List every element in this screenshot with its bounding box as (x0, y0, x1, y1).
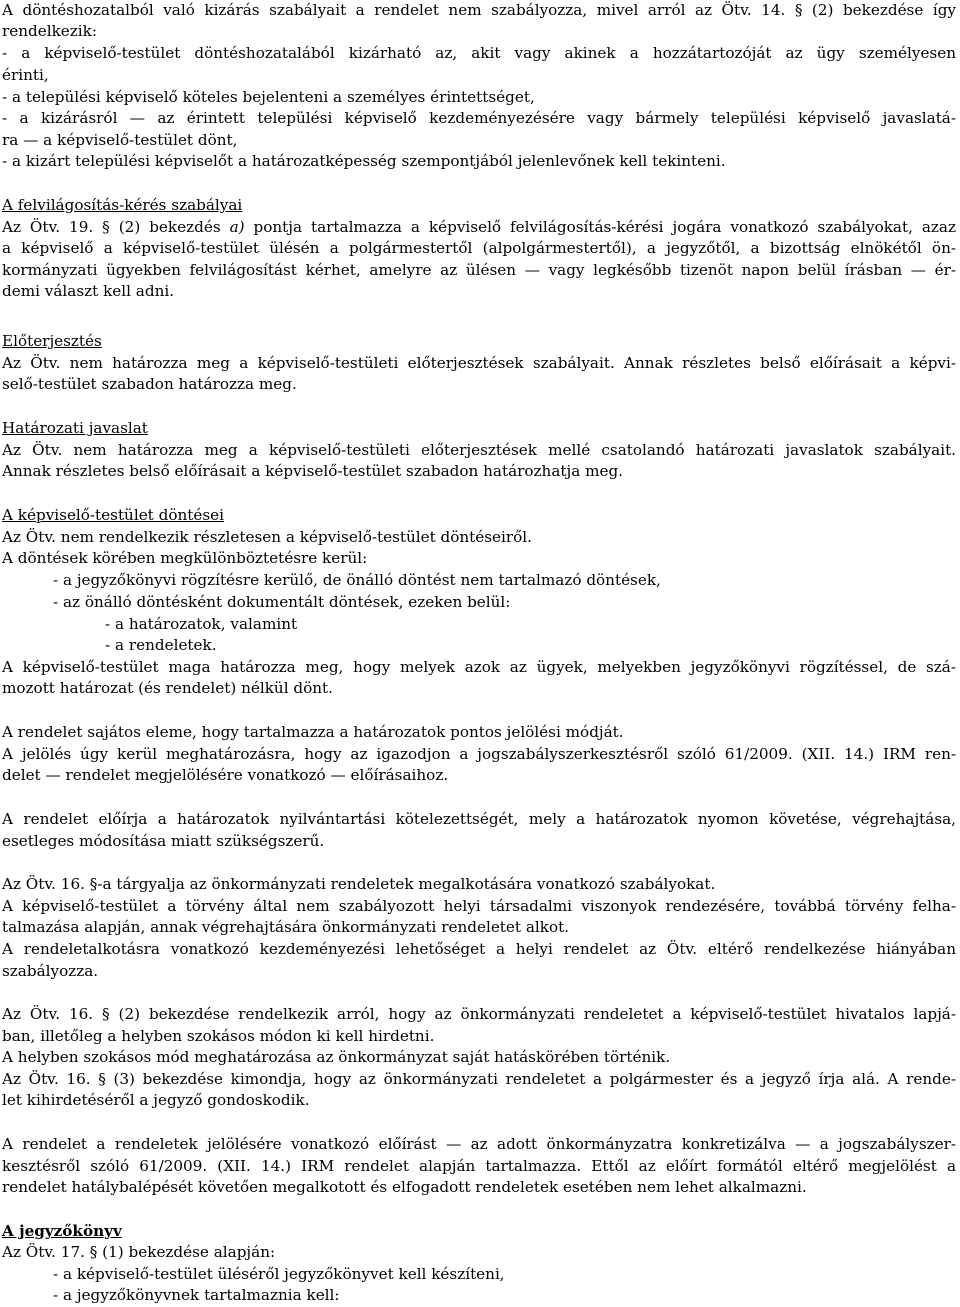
text-run: Az Ötv. 19. § (2) bekezdés (2, 218, 230, 236)
paragraph-line: ban, illetőleg a helyben szokásos módon ki kell hirdetni. (2, 1027, 435, 1045)
list-item: - a jegyzőkönyvi rögzítésre kerülő, de önálló döntést nem tartalmazó döntések, (53, 571, 661, 589)
paragraph-line: mozott határozat (és rendelet) nélkül dönt. (2, 679, 333, 697)
paragraph-line: A képviselő-testület maga határozza meg, hogy melyek azok az ügyek, melyekben jegyzőkönyvi rögzítéssel, de szá- (2, 658, 956, 676)
paragraph-line: demi választ kell adni. (2, 282, 175, 300)
paragraph-line: Az Ötv. nem rendelkezik részletesen a képviselő-testület döntéseiről. (2, 528, 532, 546)
text-run: pontja tartalmazza a képviselő felvilágosítás-kérési jogára vonatkozó szabályokat, azaz (244, 218, 956, 236)
paragraph-line: kormányzati ügyekben felvilágosítást kérhet, amelyre az ülésen — vagy legkésőbb tizenöt napon belül írásban — ér- (2, 261, 956, 279)
paragraph-line: A döntések körében megkülönböztetésre kerül: (2, 549, 368, 567)
paragraph-line: rendelet hatálybalépését követően megalkotott és elfogadott rendeletek esetében nem lehet alkalmazni. (2, 1178, 807, 1196)
paragraph-line: kesztésről szóló 61/2009. (XII. 14.) IRM rendelet alapján tartalmazza. Ettől az előírt formától eltérő megjelölést a (2, 1157, 956, 1175)
list-item: - a kizárt települési képviselőt a határozatképesség szempontjából jelenlevőnek kell tekinteni. (2, 152, 726, 170)
emphasis-text: a) (229, 218, 245, 236)
paragraph-line: szabályozza. (2, 962, 99, 980)
paragraph-line: A rendelet előírja a határozatok nyilvántartási kötelezettségét, mely a határozatok nyomon követése, végrehajtása, (2, 810, 956, 828)
paragraph-line: selő-testület szabadon határozza meg. (2, 375, 297, 393)
section-heading: A képviselő-testület döntései (2, 506, 224, 524)
list-item: - a határozatok, valamint (105, 615, 298, 633)
list-item: - a települési képviselő köteles bejelenteni a személyes érintettséget, (2, 88, 535, 106)
list-item: - az önálló döntésként dokumentált döntések, ezeken belül: (53, 593, 511, 611)
paragraph-line: Annak részletes belső előírásait a képviselő-testület szabadon határozhatja meg. (2, 462, 624, 480)
paragraph-line (2, 217, 956, 239)
paragraph-line: esetleges módosítása miatt szükségszerű. (2, 832, 325, 850)
list-item: - a képviselő-testület döntéshozatalából kizárható az, akit vagy akinek a hozzátartozóját az ügy személyesen (2, 44, 956, 62)
paragraph-line: a képviselő a képviselő-testület ülésén a polgármestertől (alpolgármestertől), a jegyzőtől, a bizottság elnökétől ön- (2, 239, 956, 257)
paragraph-line: A rendeletalkotásra vonatkozó kezdeményezési lehetőséget a helyi rendelet az Ötv. eltérő rendelkezése hiányában (2, 940, 956, 958)
list-item: - a jegyzőkönyvnek tartalmaznia kell: (53, 1286, 340, 1304)
list-item-continuation: érinti, (2, 66, 49, 84)
paragraph-line: let kihirdetéséről a jegyző gondoskodik. (2, 1091, 310, 1109)
section-heading: A jegyzőkönyv (2, 1222, 122, 1240)
list-item: - a képviselő-testület üléséről jegyzőkönyvet kell készíteni, (53, 1265, 505, 1283)
paragraph-line: Az Ötv. 16. § (3) bekezdése kimondja, hogy az önkormányzati rendeletet a polgármester és a jegyző írja alá. A rende- (2, 1070, 956, 1088)
section-heading: A felvilágosítás-kérés szabályai (2, 196, 243, 214)
section-heading: Határozati javaslat (2, 419, 148, 437)
paragraph-line: Az Ötv. 16. §-a tárgyalja az önkormányzati rendeletek megalkotására vonatkozó szabályokat. (2, 875, 716, 893)
paragraph-line: A döntéshozatalból való kizárás szabályait a rendelet nem szabályozza, mivel arról az Ötv. 14. § (2) bekezdése így (2, 1, 956, 19)
list-item: - a rendeletek. (105, 636, 217, 654)
paragraph-line: Az Ötv. nem határozza meg a képviselő-testületi előterjesztések szabályait. Annak részletes belső előírásait a képvi- (2, 354, 956, 372)
paragraph-line: A jelölés úgy kerül meghatározásra, hogy az igazodjon a jogszabályszerkesztésről szóló 61/2009. (XII. 14.) IRM ren- (2, 745, 956, 763)
list-item-continuation: ra — a képviselő-testület dönt, (2, 131, 238, 149)
paragraph-line: A rendelet a rendeletek jelölésére vonatkozó előírást — az adott önkormányzatra konkretizálva — a jogszabályszer- (2, 1135, 956, 1153)
list-item: - a kizárásról — az érintett települési képviselő kezdeményezésére vagy bármely települési képviselő javaslatá- (2, 109, 956, 127)
paragraph-line: A helyben szokásos mód meghatározása az önkormányzat saját hatáskörében történik. (2, 1048, 671, 1066)
paragraph-line: rendelkezik: (2, 22, 97, 40)
paragraph-line: Az Ötv. 16. § (2) bekezdése rendelkezik arról, hogy az önkormányzati rendeletet a képviselő-testület hivatalos lapjá- (2, 1005, 956, 1023)
paragraph-line: Az Ötv. 17. § (1) bekezdése alapján: (2, 1243, 276, 1261)
paragraph-line: delet — rendelet megjelölésére vonatkozó — előírásaihoz. (2, 766, 449, 784)
paragraph-line: Az Ötv. nem határozza meg a képviselő-testületi előterjesztések mellé csatolandó határozati javaslatok szabályait. (2, 441, 956, 459)
paragraph-line: talmazása alapján, annak végrehajtására önkormányzati rendeletet alkot. (2, 918, 570, 936)
paragraph-line: A képviselő-testület a törvény által nem szabályozott helyi társadalmi viszonyok rendezésére, továbbá törvény felha- (2, 897, 956, 915)
paragraph-line: A rendelet sajátos eleme, hogy tartalmazza a határozatok pontos jelölési módját. (2, 723, 624, 741)
section-heading: Előterjesztés (2, 332, 102, 350)
